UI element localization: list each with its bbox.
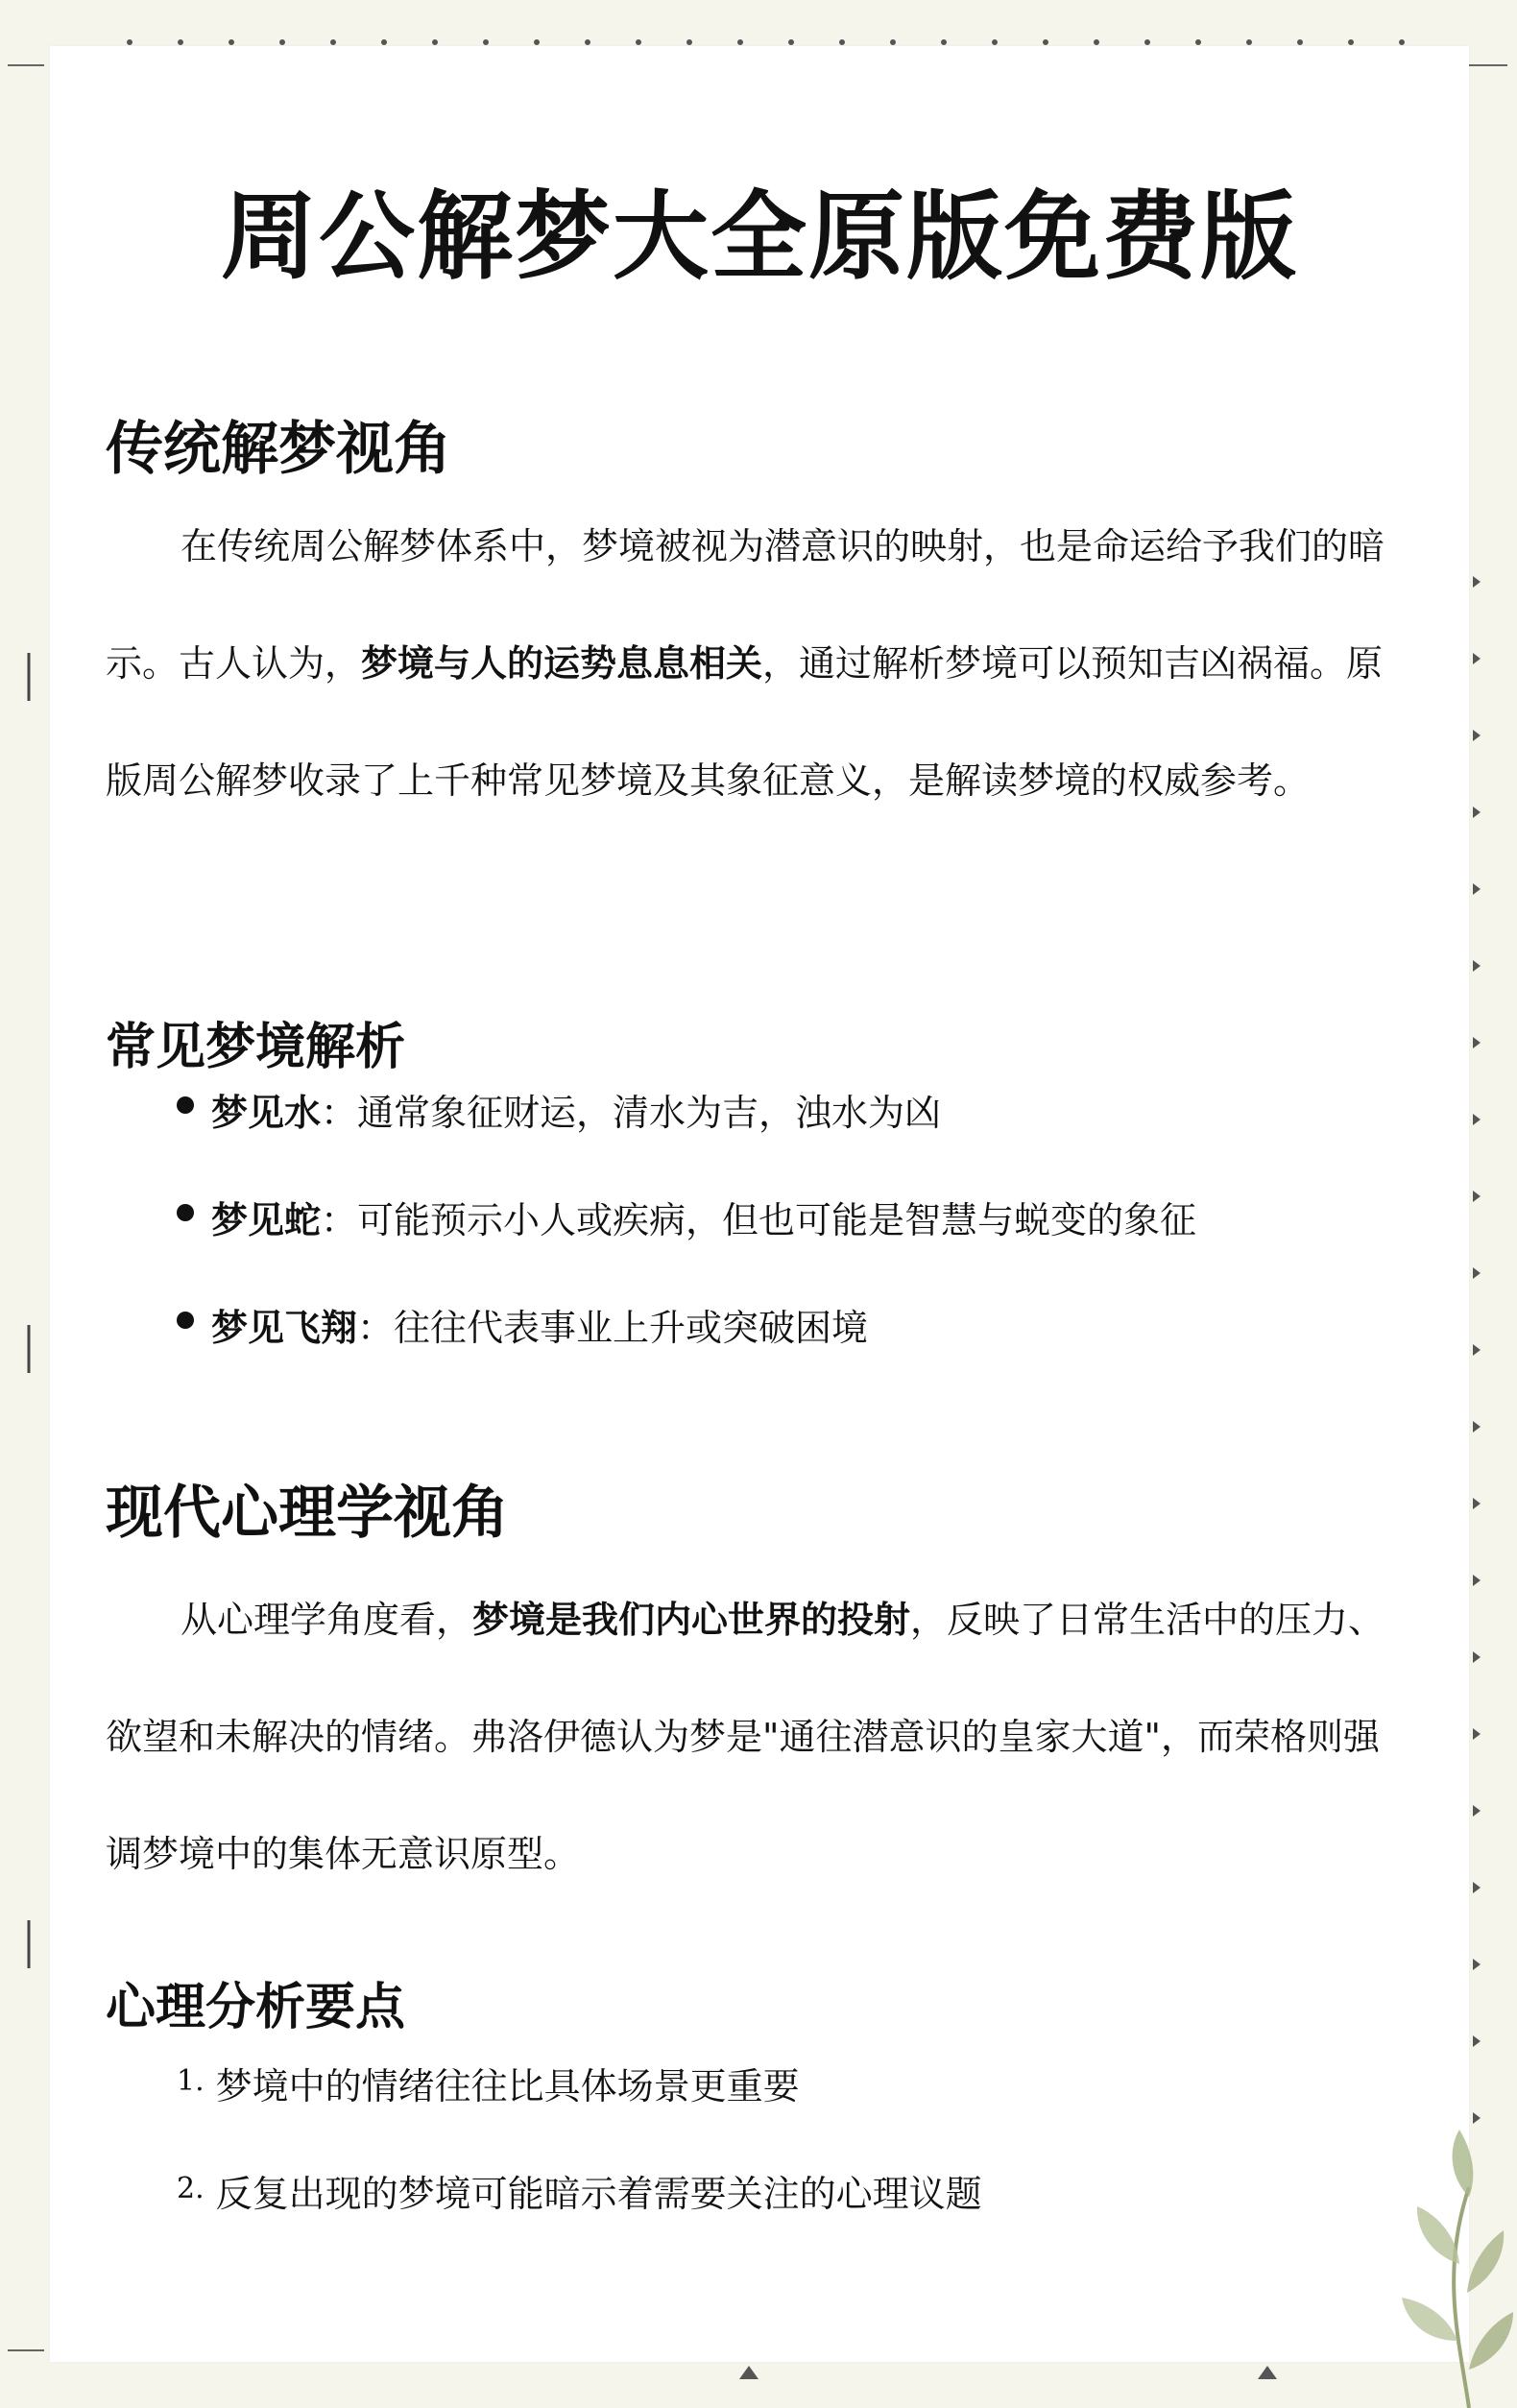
bold-emphasis: 梦境与人的运势息息相关 <box>361 642 763 685</box>
list-item <box>177 2164 982 2272</box>
item-text: ：可能预示小人或疾病，但也可能是智慧与蜕变的象征 <box>321 1199 1197 1241</box>
bullet-icon <box>177 1312 194 1329</box>
item-text: 反复出现的梦境可能暗示着需要关注的心理议题 <box>215 2173 982 2215</box>
document-page <box>50 46 1469 2362</box>
bullet-icon <box>177 1096 194 1114</box>
item-number: 1. <box>177 2064 205 2098</box>
list-item <box>177 1083 1196 1191</box>
text-run: ，通过解析梦境可以预知吉凶祸福。原版周公解梦收录了上千种常见梦境及其象征意义，是解读梦境的权威参考。 <box>106 642 1384 802</box>
page-title: 周公解梦大全原版免费版 <box>221 181 1298 293</box>
item-term: 梦见飞翔 <box>211 1307 358 1349</box>
text-run: 在传统周公解梦体系中，梦境被视为潜意识的映射，也是命运给予我们的暗示。古人认为， <box>106 525 1385 685</box>
paragraph-traditional <box>106 488 1411 839</box>
item-term: 梦见蛇 <box>211 1199 322 1241</box>
section-heading-common-dreams: 常见梦境解析 <box>106 1019 406 1076</box>
section-heading-psychology: 现代心理学视角 <box>106 1480 509 1547</box>
list-item <box>177 2057 982 2164</box>
item-text: ：往往代表事业上升或突破困境 <box>357 1307 869 1349</box>
bullet-icon <box>177 1204 194 1221</box>
item-text: 梦境中的情绪往往比具体场景更重要 <box>215 2065 800 2107</box>
bold-emphasis: 梦境是我们内心世界的投射 <box>472 1599 911 1641</box>
list-item <box>177 1298 1196 1406</box>
leaf-decoration-icon <box>1325 2101 1517 2408</box>
section-heading-traditional: 传统解梦视角 <box>106 416 451 483</box>
section-heading-analysis-points: 心理分析要点 <box>106 1979 406 2036</box>
dream-list <box>177 1083 1196 1406</box>
item-term: 梦见水 <box>211 1092 322 1134</box>
list-item <box>177 1191 1196 1298</box>
text-run: 从心理学角度看， <box>181 1599 473 1641</box>
item-number: 2. <box>177 2172 205 2205</box>
paragraph-psychology <box>106 1561 1411 1913</box>
analysis-list <box>177 2057 982 2272</box>
item-text: ：通常象征财运，清水为吉，浊水为凶 <box>321 1092 942 1134</box>
text-run: ，反映了日常生活中的压力、欲望和未解决的情绪。弗洛伊德认为梦是"通往潜意识的皇家大道"，而荣格则强调梦境中的集体无意识原型。 <box>106 1599 1385 1875</box>
